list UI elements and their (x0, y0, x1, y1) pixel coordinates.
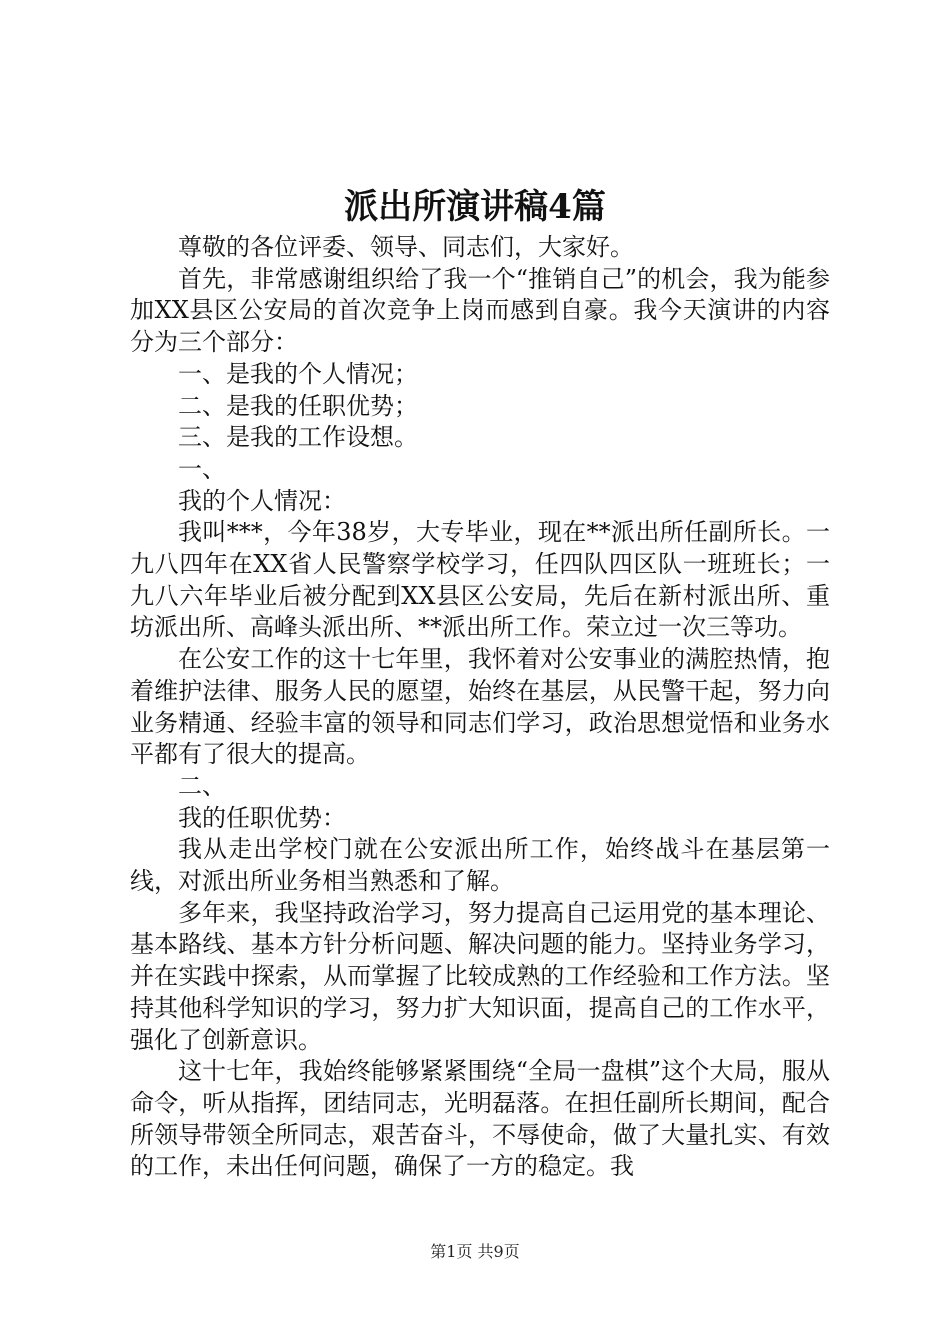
paragraph: 一、是我的个人情况； (178, 359, 418, 388)
paragraph: 三、是我的工作设想。 (178, 423, 418, 452)
section-number: 一、 (178, 454, 226, 483)
paragraph: 这十七年，我始终能够紧紧围绕“全局一盘棋”这个大局，服从命令，听从指挥，团结同志，光明磊落。在担任副所长期间，配合所领导带领全所同志，艰苦奋斗，不辱使命，做了大量扎实、有效的工作，未出任何问题，确保了一方的稳定。我 (130, 1057, 830, 1181)
section-number: 二、 (178, 771, 226, 800)
page-footer: 第1页 共9页 (430, 1242, 520, 1261)
paragraph: 多年来，我坚持政治学习，努力提高自己运用党的基本理论、基本路线、基本方针分析问题、解决问题的能力。坚持业务学习，并在实践中探索，从而掌握了比较成熟的工作经验和工作方法。坚持其他科学知识的学习，努力扩大知识面，提高自己的工作水平，强化了创新意识。 (130, 898, 830, 1054)
paragraph: 我叫***，今年38岁，大专毕业，现在**派出所任副所长。一九八四年在XX省人民警察学校学习，任四队四区队一班班长；一九八六年毕业后被分配到XX县区公安局，先后在新村派出所、重坊派出所、高峰头派出所、**派出所工作。荣立过一次三等功。 (130, 518, 830, 642)
section-heading: 我的个人情况： (178, 486, 346, 515)
paragraph: 我从走出学校门就在公安派出所工作，始终战斗在基层第一线，对派出所业务相当熟悉和了解。 (130, 835, 830, 896)
paragraph: 二、是我的任职优势； (178, 391, 418, 420)
document-title: 派出所演讲稿4篇 (344, 187, 606, 227)
paragraph: 在公安工作的这十七年里，我怀着对公安事业的满腔热情，抱着维护法律、服务人民的愿望，始终在基层，从民警干起，努力向业务精通、经验丰富的领导和同志们学习，政治思想觉悟和业务水平都有了很大的提高。 (130, 645, 830, 769)
document-body (130, 232, 830, 1183)
section-heading: 我的任职优势： (178, 803, 346, 832)
paragraph: 首先，非常感谢组织给了我一个“推销自己”的机会，我为能参加XX县区公安局的首次竞争上岗而感到自豪。我今天演讲的内容分为三个部分： (130, 264, 830, 357)
paragraph: 尊敬的各位评委、领导、同志们，大家好。 (178, 233, 634, 261)
